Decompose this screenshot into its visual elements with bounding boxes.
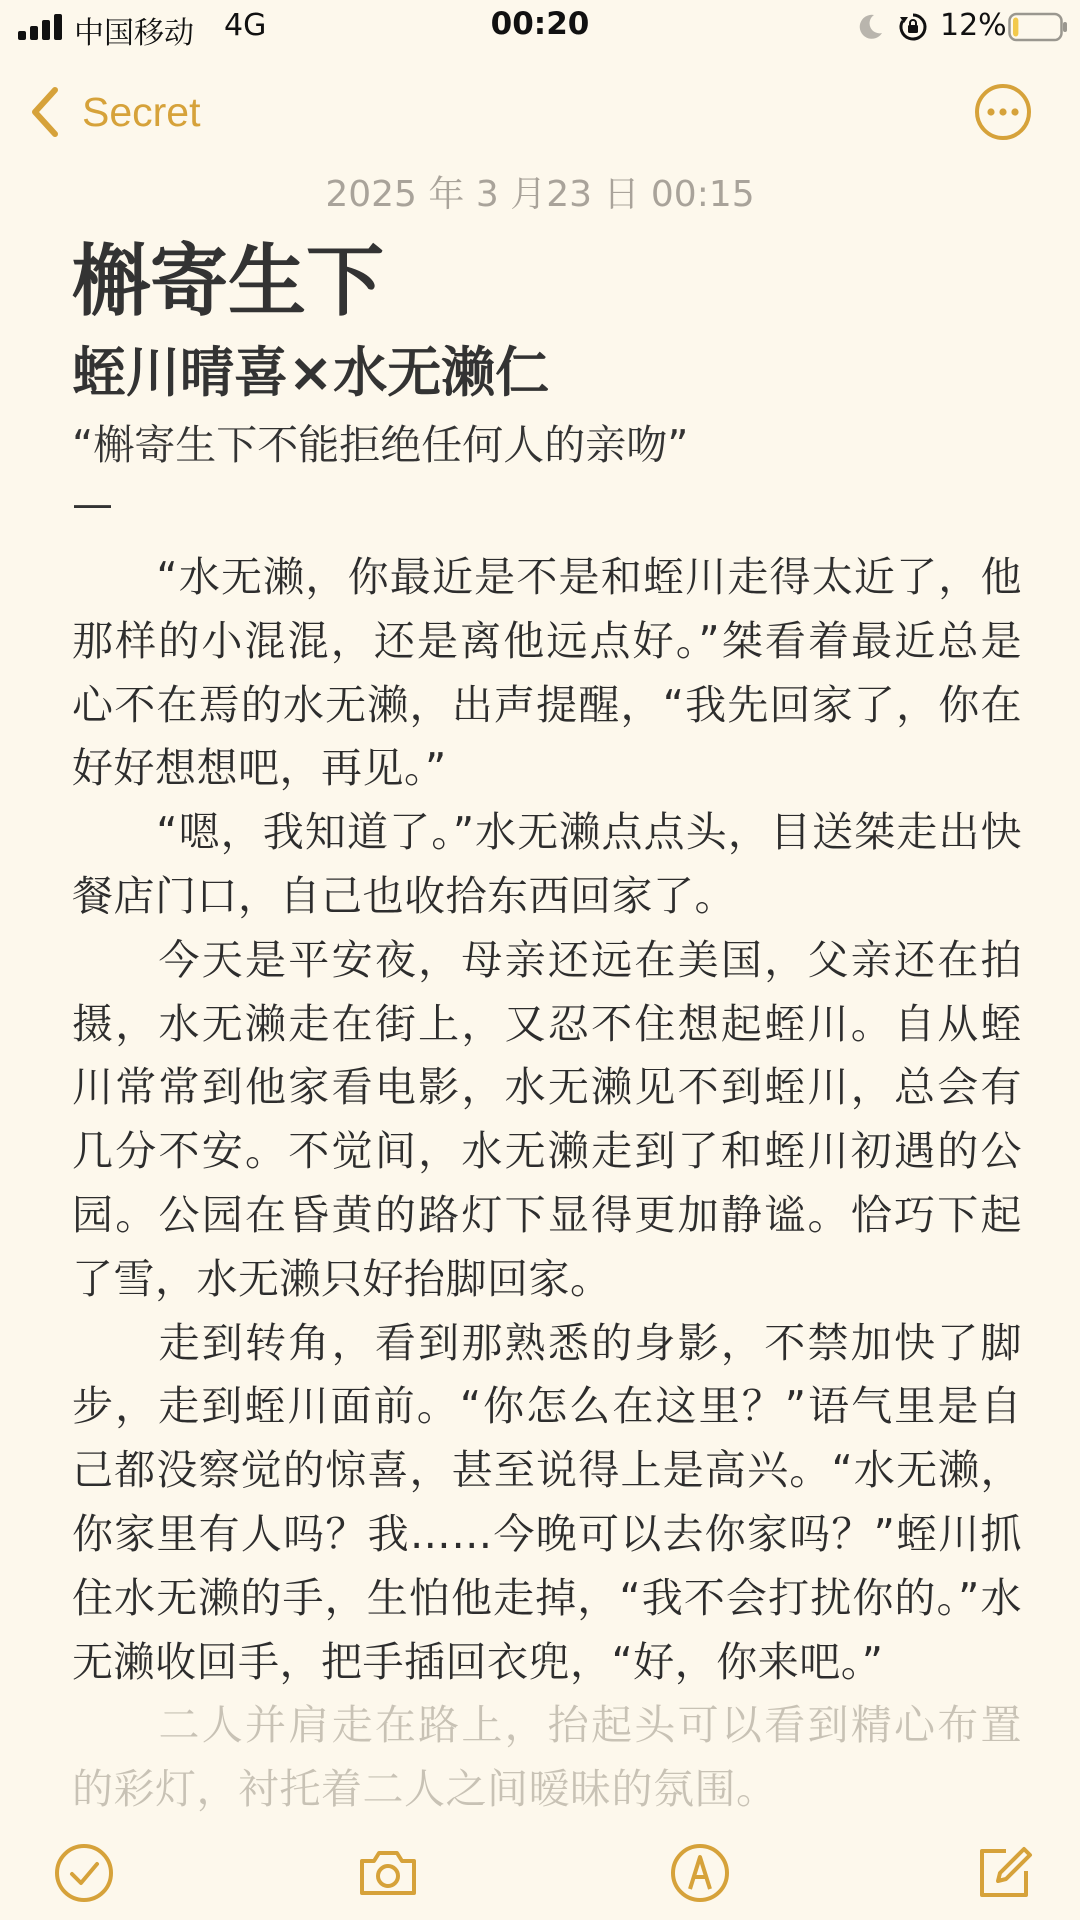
note-paragraph: “水无濑，你最近是不是和蛭川走得太近了，他那样的小混混，还是离他远点好。”桀看着最近总是心不在焉的水无濑，出声提醒，“我先回家了，你在好好想想吧，再见。”: [72, 553, 1022, 793]
note-tagline: “槲寄生下不能拒绝任何人的亲吻”: [72, 421, 689, 469]
network-type-label: 4G: [224, 8, 267, 43]
note-title: 槲寄生下: [72, 237, 385, 327]
note-paragraph-behind-toolbar: 二人并肩走在路上，抬起头可以看到精心布置的彩灯，衬托着二人之间暧昧的氛围。: [72, 1701, 1022, 1812]
markup-pen-icon[interactable]: [668, 1841, 732, 1905]
carrier-label: 中国移动: [74, 16, 194, 51]
status-clock: 00:20: [490, 6, 590, 42]
back-button-label: Secret: [82, 88, 201, 135]
camera-icon[interactable]: [356, 1841, 420, 1905]
bottom-toolbar: [0, 1815, 1080, 1920]
note-subtitle: 蛭川晴喜×水无濑仁: [72, 341, 550, 404]
note-date: 2025 年 3 月23 日 00:15: [325, 174, 755, 215]
chevron-left-icon: [30, 86, 60, 138]
battery-percent-label: 12%: [940, 8, 1007, 43]
battery-icon: [1008, 12, 1068, 42]
compose-icon[interactable]: [972, 1841, 1036, 1905]
moon-icon: [856, 13, 884, 41]
note-paragraph: 走到转角，看到那熟悉的身影，不禁加快了脚步，走到蛭川面前。“你怎么在这里？”语气里是自己都没察觉的惊喜，甚至说得上是高兴。“水无濑，你家里有人吗？我……今晚可以去你家吗？”蛭川抓住水无濑的手，生怕他走掉，“我不会打扰你的。”水无濑收回手，把手插回衣兜，“好，你来吧。”: [72, 1318, 1022, 1686]
note-paragraph: 今天是平安夜，母亲还远在美国，父亲还在拍摄，水无濑走在街上，又忍不住想起蛭川。自从蛭川常常到他家看电影，水无濑见不到蛭川，总会有几分不安。不觉间，水无濑走到了和蛭川初遇的公园。公园在昏黄的路灯下显得更加静谧。恰巧下起了雪，水无濑只好抬脚回家。: [72, 935, 1022, 1303]
status-bar: [0, 0, 1080, 56]
back-button[interactable]: [30, 80, 201, 144]
ellipsis-circle-icon[interactable]: [973, 82, 1033, 142]
rotation-lock-icon: [898, 12, 928, 42]
note-editor[interactable]: [72, 232, 1022, 1812]
note-paragraph: “嗯，我知道了。”水无濑点点头，目送桀走出快餐店门口，自己也收拾东西回家了。: [72, 808, 1022, 920]
note-separator: —: [72, 480, 113, 528]
checklist-icon[interactable]: [52, 1841, 116, 1905]
